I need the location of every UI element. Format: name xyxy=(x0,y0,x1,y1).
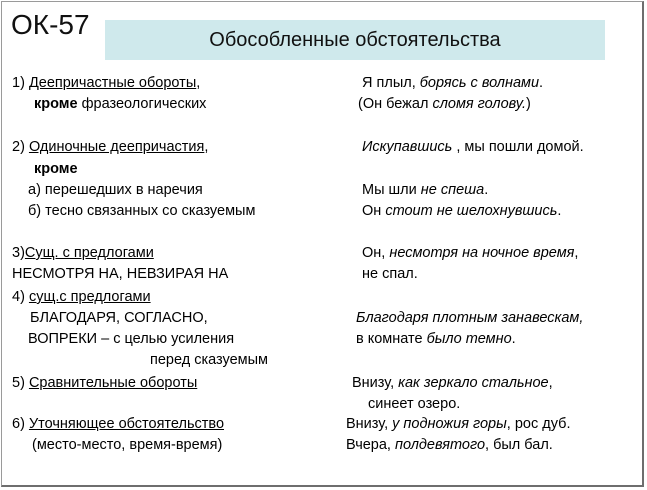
item-1-except-line xyxy=(34,95,206,113)
example-highlight: было темно xyxy=(426,331,512,347)
item-5-example-2: синеет озеро. xyxy=(368,396,461,412)
item-6-example-1 xyxy=(346,415,570,433)
example-text: в комнате xyxy=(356,331,427,347)
example-highlight: несмотря на ночное время xyxy=(389,245,575,261)
item-1-title: Деепричастные обороты xyxy=(28,75,197,91)
item-2-example-3 xyxy=(362,202,561,220)
item-4-purpose: ВОПРЕКИ – с целью усиления xyxy=(28,331,235,347)
example-highlight: не спеша xyxy=(420,182,485,198)
slide-title: Обособленные обстоятельства xyxy=(105,20,605,60)
example-text: , xyxy=(574,245,579,261)
example-text: Мы шли xyxy=(362,182,421,198)
item-5-heading xyxy=(12,374,197,392)
example-text: (Он бежал xyxy=(358,96,433,112)
example-text: , мы пошли домой. xyxy=(452,139,584,155)
item-2-title: Одиночные деепричастия xyxy=(28,139,205,155)
item-1-comma: , xyxy=(196,75,201,91)
item-2-except-word: кроме xyxy=(34,161,78,177)
example-text: Я плыл, xyxy=(362,75,420,91)
example-text: , рос дуб. xyxy=(506,416,571,432)
item-3-example-1 xyxy=(362,244,578,262)
item-2-comma: , xyxy=(204,139,209,155)
item-1-except-word: кроме xyxy=(34,96,78,112)
example-text: . xyxy=(539,75,544,91)
item-2-number: 2) xyxy=(12,139,25,155)
item-2-example-1 xyxy=(362,138,584,156)
example-highlight: как зеркало стальное xyxy=(398,375,549,391)
example-text: . xyxy=(484,182,489,198)
item-2-point-b: б) тесно связанных со сказуемым xyxy=(28,203,256,219)
item-2-heading xyxy=(12,138,208,156)
item-3-prepositions: НЕСМОТРЯ НА, НЕВЗИРАЯ НА xyxy=(12,266,229,282)
item-1-number: 1) xyxy=(12,75,25,91)
item-6-heading xyxy=(12,415,224,433)
example-text: Вчера, xyxy=(346,437,395,453)
item-5-number: 5) xyxy=(12,375,25,391)
example-text: Внизу, xyxy=(346,416,393,432)
item-3-example-2: не спал. xyxy=(362,266,418,282)
example-highlight: стоит не шелохнувшись xyxy=(385,203,558,219)
example-text: Он xyxy=(362,203,386,219)
item-1-example-2 xyxy=(358,95,531,113)
item-4-example-1: Благодаря плотным занавескам, xyxy=(356,310,584,326)
item-4-example-2 xyxy=(356,330,516,348)
example-highlight: борясь с волнами xyxy=(419,75,540,91)
example-text: . xyxy=(511,331,516,347)
item-6-number: 6) xyxy=(12,416,25,432)
item-4-heading xyxy=(12,288,151,306)
item-3-number: 3) xyxy=(12,245,25,261)
item-2-example-2 xyxy=(362,181,488,199)
example-highlight: сломя голову. xyxy=(432,96,527,112)
item-1-heading xyxy=(12,74,200,92)
example-highlight: у подножия горы xyxy=(392,416,507,432)
item-3-title: Сущ. с предлогами xyxy=(24,245,154,261)
item-1-example-1 xyxy=(362,74,543,92)
item-5-title: Сравнительные обороты xyxy=(28,375,198,391)
item-6-note: (место-место, время-время) xyxy=(32,437,223,453)
item-1-except-rest: фразеологических xyxy=(77,96,207,112)
example-text: Он, xyxy=(362,245,390,261)
example-highlight: полдевятого xyxy=(395,437,486,453)
item-6-example-2 xyxy=(346,436,553,454)
item-4-title: сущ.с предлогами xyxy=(28,289,151,305)
item-3-heading xyxy=(12,244,154,262)
slide-code: ОК-57 xyxy=(11,9,90,40)
item-4-prepositions: БЛАГОДАРЯ, СОГЛАСНО, xyxy=(30,310,208,326)
example-highlight: Искупавшись xyxy=(362,139,453,155)
item-6-title: Уточняющее обстоятельство xyxy=(28,416,225,432)
item-2-point-a: а) перешедших в наречия xyxy=(28,182,203,198)
item-4-number: 4) xyxy=(12,289,25,305)
example-text: , xyxy=(548,375,553,391)
example-text: Внизу, xyxy=(352,375,399,391)
item-5-example-1 xyxy=(352,374,553,392)
item-4-position: перед сказуемым xyxy=(150,352,269,368)
example-text: . xyxy=(557,203,562,219)
example-text: , был бал. xyxy=(485,437,553,453)
example-text: ) xyxy=(526,96,531,112)
